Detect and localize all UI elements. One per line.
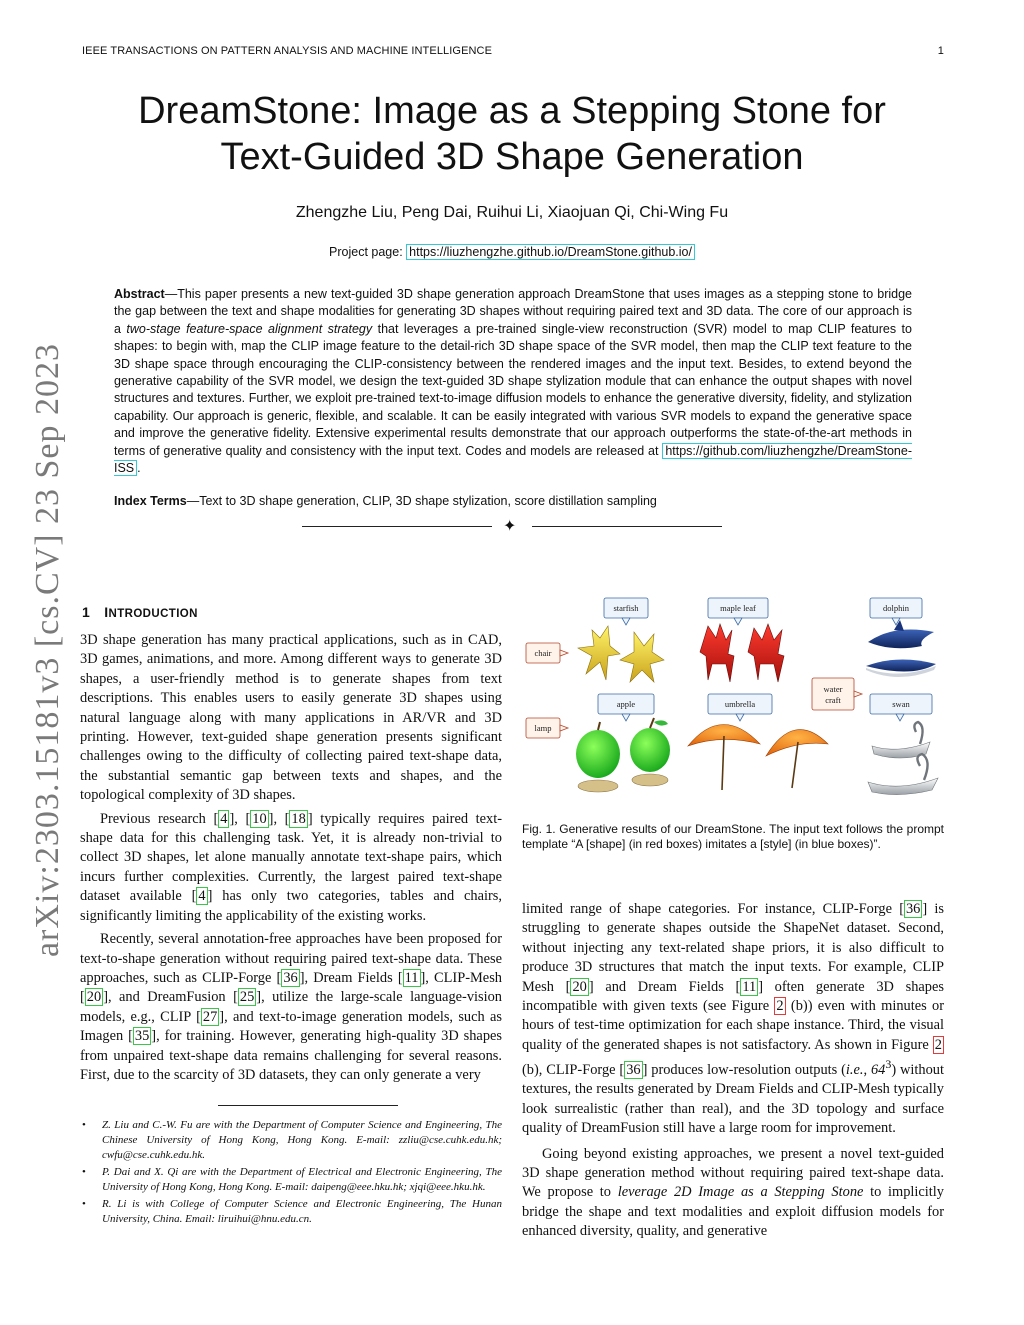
shape-label-text: chair <box>534 648 552 658</box>
text: , for training. However, generating high-quality 3D shapes from unpaired text-shape data remains challenging for several reasons. First, due to the scarcity of 3D datasets, they can only generate a very <box>80 1028 503 1083</box>
arxiv-identifier: arXiv:2303.15181v3 [cs.CV] 23 Sep 2023 <box>29 342 66 958</box>
citation[interactable]: 4 <box>220 810 228 827</box>
dolphin-boat-render-1 <box>868 620 934 648</box>
index-terms <box>114 494 912 508</box>
swan-boat-render-1 <box>872 722 930 758</box>
text: (b), CLIP-Forge <box>522 1062 620 1079</box>
project-label: Project page: <box>329 245 407 259</box>
citation[interactable]: 20 <box>86 989 102 1006</box>
citation[interactable]: 11 <box>742 978 757 995</box>
separator-line-right <box>532 526 722 527</box>
abstract-italic: two-stage feature-space alignment strategy <box>126 321 373 336</box>
text: ) without textures, the results generated by Dream Fields and CLIP-Mesh typically look surrealistic (rather than real), and the 3D topology and surface quality of DreamFusion still have a large room for improvement. <box>522 1062 944 1137</box>
left-column <box>80 631 502 1089</box>
apple-lamp-render-1 <box>576 722 620 792</box>
paragraph-1: 3D shape generation has many practical applications, such as in CAD, 3D games, animations, and more. Among different ways to generate 3D shapes, a user-friendly method is to generate shapes from text descriptions. This enables users to easily generate 3D shapes using natural language along with many applications in AR/VR and 3D printing. However, text-guided shape generation presents significant challenges owing to the difficulty of collecting paired text-shape data, the substantial semantic gap between texts and shapes, and the topological complexity of 3D shapes. <box>80 632 502 804</box>
abstract <box>114 286 912 477</box>
section-title-rest: NTRODUCTION <box>108 608 198 620</box>
figure-1 <box>522 594 944 812</box>
maple-leaf-chair-render-1 <box>700 624 734 682</box>
index-terms-dash: — <box>186 494 200 508</box>
citation[interactable]: 27 <box>202 1008 218 1025</box>
style-label-umbrella <box>708 694 772 721</box>
paragraph-3: Recently, several annotation-free approaches have been proposed for text-to-shape generation without requiring paired text-shape data. These approaches, such as CLIP-Forge [ 36 ], Dream Fields [ 11 ], CLIP-Mesh [ 20 ], and DreamFusion [ 25 ], utilize the large-scale language-vision models, e.g., CLIP [ 27 ], and text-to-image generation models, such as Imagen [ 35 ], for training. However, generating high-quality 3D shapes from unpaired text-shape data remains challenging for several reasons. First, due to the scarcity of 3D datasets, they can only generate a very <box>80 931 503 1083</box>
maple-leaf-chair-render-2 <box>748 624 784 682</box>
style-label-swan <box>870 694 932 721</box>
abstract-text-a: This paper presents a new text-guided 3D shape generation approach DreamStone that uses images as a stepping stone to bridge the gap between the text and shape modalities for generating 3D shapes without requiring paired text and 3D data. The core of our approach is a <box>114 287 912 336</box>
style-label-text: dolphin <box>883 603 909 613</box>
apple-lamp-render-2 <box>630 718 670 786</box>
journal-name: IEEE TRANSACTIONS ON PATTERN ANALYSIS AND MACHINE INTELLIGENCE <box>82 45 493 57</box>
project-link[interactable]: https://liuzhengzhe.github.io/DreamStone.github.io/ <box>406 244 695 260</box>
citation[interactable]: 36 <box>905 901 921 917</box>
figure-caption: Fig. 1. Generative results of our DreamStone. The input text follows the prompt template “A [shape] (in red boxes) imitates a [style] (in blue boxes)”. <box>522 822 944 851</box>
page-number: 1 <box>937 45 944 57</box>
figure-reference[interactable]: 2 <box>776 998 784 1015</box>
text: often generate 3D shapes incompatible with given texts (see Figure <box>522 978 944 1015</box>
section-title-initial: I <box>104 604 109 620</box>
text: Recently, several annotation-free approaches have been proposed for text-to-shape generation without requiring paired text-shape data. These approaches, such as CLIP-Forge <box>80 931 502 986</box>
text: , <box>234 810 246 827</box>
citation[interactable]: 18 <box>291 810 306 827</box>
paragraph-2: Previous research [ 4 ], [ 10 ], [ 18 ] typically requires paired text-shape data for this challenging task. Yet, it is already non-trivial to collect 3D shapes, let alone manually annotate text-shape pairs, which incurs further complexities. Currently, the largest paired text-shape dataset available [ 4 ] has only two categories, tables and chairs, significantly limiting the applicability of the existing works. <box>80 810 502 924</box>
title-line-1: DreamStone: Image as a Stepping Stone for <box>138 90 886 132</box>
citation[interactable]: 25 <box>239 989 255 1006</box>
author-list: Zhengzhe Liu, Peng Dai, Ruihui Li, Xiaojuan Qi, Chi-Wing Fu <box>295 204 729 221</box>
footnotes <box>80 1118 502 1229</box>
paragraph-5 <box>522 1145 944 1242</box>
right-column <box>522 900 944 1248</box>
running-header <box>82 45 944 57</box>
paragraph-4: limited range of shape categories. For instance, CLIP-Forge [ 36 ] is struggling to generate shapes outside the ShapeNet dataset. Second, without injecting any text-related shape priors, it is also difficult to produce 3D structures that match the input texts. For example, CLIP Mesh [ 20 ] and Dream Fields [ 11 ] often generate 3D shapes incompatible with given texts (see Figure 2 (b)) even with minutes or hours of test-time optimization for each shape instance. Third, the visual quality of the generated shapes is not satisfactory. As shown in Figure 2 (b), CLIP-Forge [ 36 ] produces low-resolution outputs (i.e., $64^3$) without textures, the results generated by Dream Fields and CLIP-Mesh typically look surrealistic (rather than real), and the 3D topology and surface quality of DreamFusion still have a large room for improvement. <box>522 901 944 1137</box>
text: , and DreamFusion <box>107 989 234 1006</box>
text: produces low-resolution outputs ( <box>647 1062 846 1079</box>
abstract-label: Abstract <box>114 287 165 301</box>
text: Previous research <box>100 810 214 827</box>
citation[interactable]: 10 <box>252 810 267 827</box>
text: is struggling to generate shapes outside the ShapeNet dataset. Second, without injecting any text-related shape priors, it is also difficult to produce 3D structures that match the input texts. For example, CLIP Mesh <box>522 901 944 995</box>
shape-label-water-craft <box>812 678 862 710</box>
resolution: 64 <box>870 1062 886 1079</box>
text: limited range of shape categories. For instance, CLIP-Forge <box>522 901 900 917</box>
text: Going beyond existing approaches, we present a novel text-guided 3D shape generation method without requiring paired text-shape data. We propose to <box>522 1145 944 1201</box>
text-italic: leverage 2D Image as a Stepping Stone <box>617 1184 864 1201</box>
citation[interactable]: 20 <box>572 978 587 995</box>
paper-title <box>80 88 944 180</box>
separator-line-left <box>302 526 492 527</box>
text: , CLIP-Mesh <box>425 969 502 986</box>
footnote-rule <box>218 1105 398 1106</box>
starfish-chair-render-1 <box>578 626 620 680</box>
umbrella-lamp-render-1 <box>688 724 760 790</box>
shape-label-text: lamp <box>534 723 552 733</box>
section-number: 1 <box>82 604 91 620</box>
citation[interactable]: 11 <box>404 969 419 986</box>
text: typically requires paired text-shape data for this challenging task. Yet, it is already non-trivial to collect 3D shapes, let alone manually annotate text-shape pairs, which incurs further complexities. Currently, the largest paired text-shape dataset available <box>80 810 502 905</box>
style-label-text: umbrella <box>724 699 756 709</box>
style-label-text: maple leaf <box>720 603 756 613</box>
text: , Dream Fields <box>304 969 398 986</box>
citation[interactable]: 36 <box>283 969 298 986</box>
style-label-text: starfish <box>613 603 639 613</box>
separator-diamond: ✦ <box>503 518 517 535</box>
style-label-dolphin <box>870 598 922 625</box>
swan-boat-render-2 <box>868 754 938 795</box>
shape-label-lamp <box>526 718 568 738</box>
style-label-apple <box>598 694 654 721</box>
footnote-2: • P. Dai and X. Qi are with the Department of Electrical and Electronic Engineering, The University of Hong Kong, Hong Kong. E-mail: daipeng@eee.hku.hk; xjqi@eee.hku.hk. <box>80 1165 502 1195</box>
style-label-starfish <box>604 598 648 625</box>
footnote-3: • R. Li is with College of Computer Science and Electronic Engineering, The Hunan University, China. Email: liruihui@hnu.edu.cn. <box>80 1197 502 1227</box>
shape-label-text-line1: water <box>823 684 843 694</box>
style-label-text: apple <box>616 699 636 709</box>
text-italic: i.e. <box>845 1062 864 1079</box>
code-link[interactable]: https://github.com/liuzhengzhe/DreamStone-ISS <box>114 443 912 476</box>
citation[interactable]: 35 <box>134 1028 150 1045</box>
project-page <box>80 245 944 259</box>
text: to implicitly bridge the shape and text modalities and exploit diffusion models for enhanced diversity, quality, and generative <box>522 1184 944 1240</box>
index-terms-label: Index Terms <box>114 494 187 508</box>
abstract-end: . <box>137 461 141 476</box>
style-label-text: swan <box>892 699 910 709</box>
text: and Dream Fields <box>593 978 736 995</box>
figure-reference[interactable]: 2 <box>934 1036 942 1053</box>
citation[interactable]: 4 <box>198 888 206 905</box>
abstract-dash: — <box>164 287 178 301</box>
index-terms-text: Text to 3D shape generation, CLIP, 3D shape stylization, score distillation sampling <box>199 494 657 508</box>
text: , <box>863 1062 871 1079</box>
text: , <box>273 810 285 827</box>
section-heading <box>82 604 198 620</box>
text: , and text-to-image generation models, such as Imagen <box>80 1008 502 1045</box>
section-title <box>104 604 198 620</box>
citation[interactable]: 36 <box>626 1062 641 1079</box>
abstract-text-b: that leverages a pre-trained single-view reconstruction (SVR) model to map CLIP features to shapes: to begin with, map the CLIP image feature to the detail-rich 3D shape space of the SVR model, then map the CLIP text feature to the 3D shape space through encouraging the CLIP-consistency between the rendered images and the input text. Besides, to extend beyond the generative capability of the SVR model, we design the text-guided 3D shape stylization module that can enhance the output shapes with novel structures and textures. Further, we exploit pre-trained text-to-image diffusion models to enhance the generative diversity, fidelity, and stylization capability. Our approach is generic, flexible, and scalable. It can be easily integrated with various SVR models to expand the generative space and improve the generative fidelity. Extensive experimental results demonstrate that our approach outperforms the state-of-the-art methods in terms of generative quality and consistency with the input text. Codes and models are released at <box>114 321 912 458</box>
style-label-maple-leaf <box>708 598 768 625</box>
umbrella-lamp-render-2 <box>766 730 828 788</box>
footnote-1: • Z. Liu and C.-W. Fu are with the Department of Computer Science and Engineering, The Chinese University of Hong Kong, Hong Kong. E-mail: zzliu@cse.cuhk.edu.hk; cwfu@cse.cuhk.edu.hk. <box>80 1118 502 1163</box>
text: has only two categories, tables and chairs, significantly limiting the applicability of the existing works. <box>80 888 502 924</box>
title-line-2: Text-Guided 3D Shape Generation <box>220 136 804 178</box>
starfish-chair-render-2 <box>620 632 664 682</box>
shape-label-text-line2: craft <box>825 695 841 705</box>
text: , utilize the large-scale language-vision models, e.g., CLIP <box>80 989 502 1025</box>
resolution-exponent: 3 <box>885 1057 892 1072</box>
text: (b)) even with minutes or hours of test-time optimization for each shape instance. Third, the visual quality of the generated shapes is not satisfactory. As shown in Figure <box>522 998 944 1053</box>
shape-label-chair <box>526 643 568 663</box>
dolphin-boat-render-2 <box>866 659 936 677</box>
arxiv-watermark <box>24 342 72 958</box>
